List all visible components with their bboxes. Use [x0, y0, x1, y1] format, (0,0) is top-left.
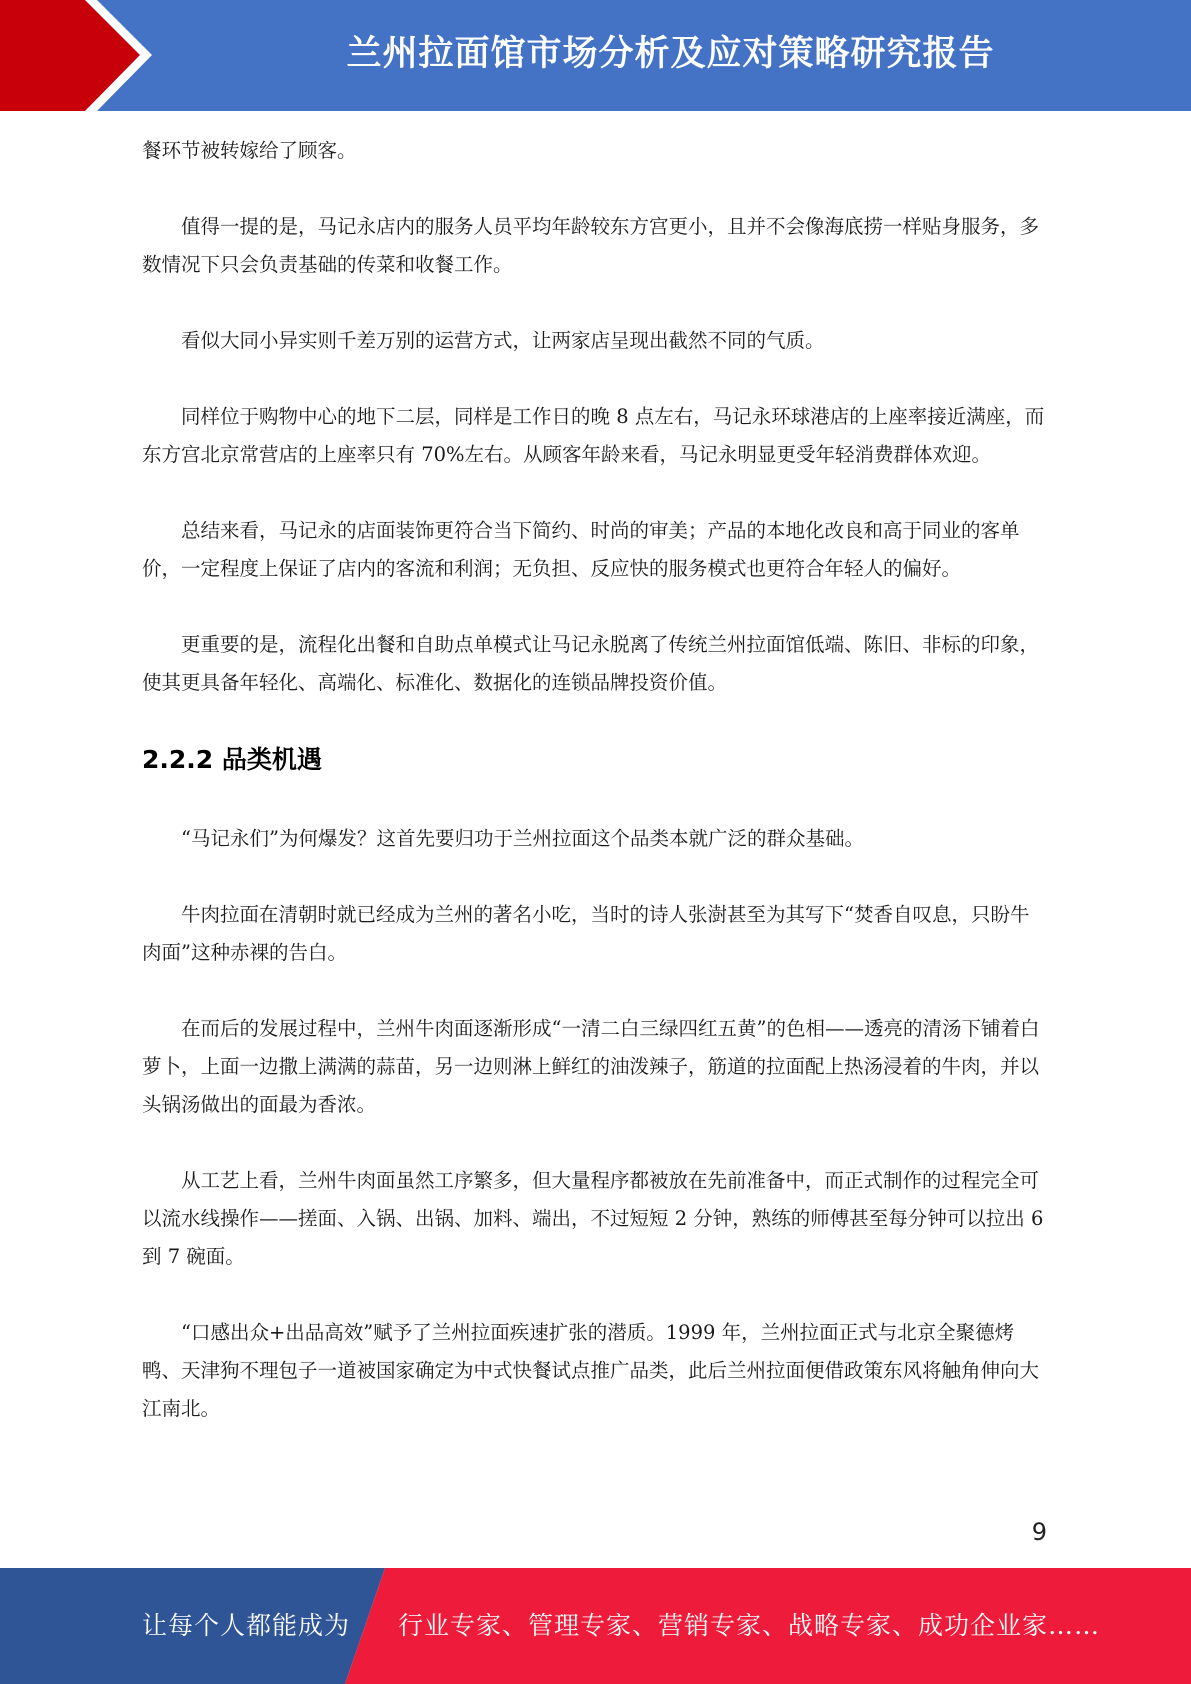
page-footer — [0, 1568, 1191, 1684]
paragraph-10: 从工艺上看，兰州牛肉面虽然工序繁多，但大量程序都被放在先前准备中，而正式制作的过程完全可以流水线操作——搓面、入锅、出锅、加料、端出，不过短短 2 分钟，熟练的师傅甚至每分钟可以拉出 6 到 7 碗面。 — [142, 1169, 1044, 1268]
paragraph-7: “马记永们”为何爆发？这首先要归功于兰州拉面这个品类本就广泛的群众基础。 — [181, 827, 864, 850]
document-title: 兰州拉面馆市场分析及应对策略研究报告 — [346, 34, 995, 74]
section-heading: 2.2.2 品类机遇 — [142, 745, 322, 774]
footer-slogan-right: 行业专家、管理专家、营销专家、战略专家、成功企业家…… — [398, 1611, 1101, 1640]
paragraph-9: 在而后的发展过程中，兰州牛肉面逐渐形成“一清二白三绿四红五黄”的色相——透亮的清汤下铺着白萝卜，上面一边撒上满满的蒜苗，另一边则淋上鲜红的油泼辣子，筋道的拉面配上热汤浸着的牛肉，并以头锅汤做出的面最为香浓。 — [142, 1017, 1040, 1116]
paragraph-8: 牛肉拉面在清朝时就已经成为兰州的著名小吃，当时的诗人张澍甚至为其写下“焚香自叹息，只盼牛肉面”这种赤裸的告白。 — [142, 903, 1030, 964]
paragraph-3: 看似大同小异实则千差万别的运营方式，让两家店呈现出截然不同的气质。 — [181, 329, 825, 352]
paragraph-6: 更重要的是，流程化出餐和自助点单模式让马记永脱离了传统兰州拉面馆低端、陈旧、非标的印象，使其更具备年轻化、高端化、标准化、数据化的连锁品牌投资价值。 — [142, 633, 1040, 694]
page-header — [0, 0, 1191, 111]
paragraph-2: 值得一提的是，马记永店内的服务人员平均年龄较东方宫更小，且并不会像海底捞一样贴身服务，多数情况下只会负责基础的传菜和收餐工作。 — [142, 215, 1040, 276]
paragraph-11: “口感出众+出品高效”赋予了兰州拉面疾速扩张的潜质。1999 年，兰州拉面正式与北京全聚德烤鸭、天津狗不理包子一道被国家确定为中式快餐试点推广品类，此后兰州拉面便借政策东风将触角伸向大江南北。 — [142, 1321, 1040, 1420]
paragraph-5: 总结来看，马记永的店面装饰更符合当下简约、时尚的审美；产品的本地化改良和高于同业的客单价，一定程度上保证了店内的客流和利润；无负担、反应快的服务模式也更符合年轻人的偏好。 — [142, 519, 1020, 580]
emblem-red-chevron — [0, 0, 140, 111]
footer-slogan-left: 让每个人都能成为 — [142, 1611, 351, 1640]
paragraph-4: 同样位于购物中心的地下二层，同样是工作日的晚 8 点左右，马记永环球港店的上座率接近满座，而东方宫北京常营店的上座率只有 70%左右。从顾客年龄来看，马记永明显更受年轻消费群体欢迎。 — [142, 405, 1045, 466]
header-arrow-emblem — [0, 0, 160, 111]
page-number: 9 — [1031, 1518, 1047, 1546]
page-content — [142, 132, 1047, 1466]
paragraph-1: 餐环节被转嫁给了顾客。 — [142, 139, 357, 162]
